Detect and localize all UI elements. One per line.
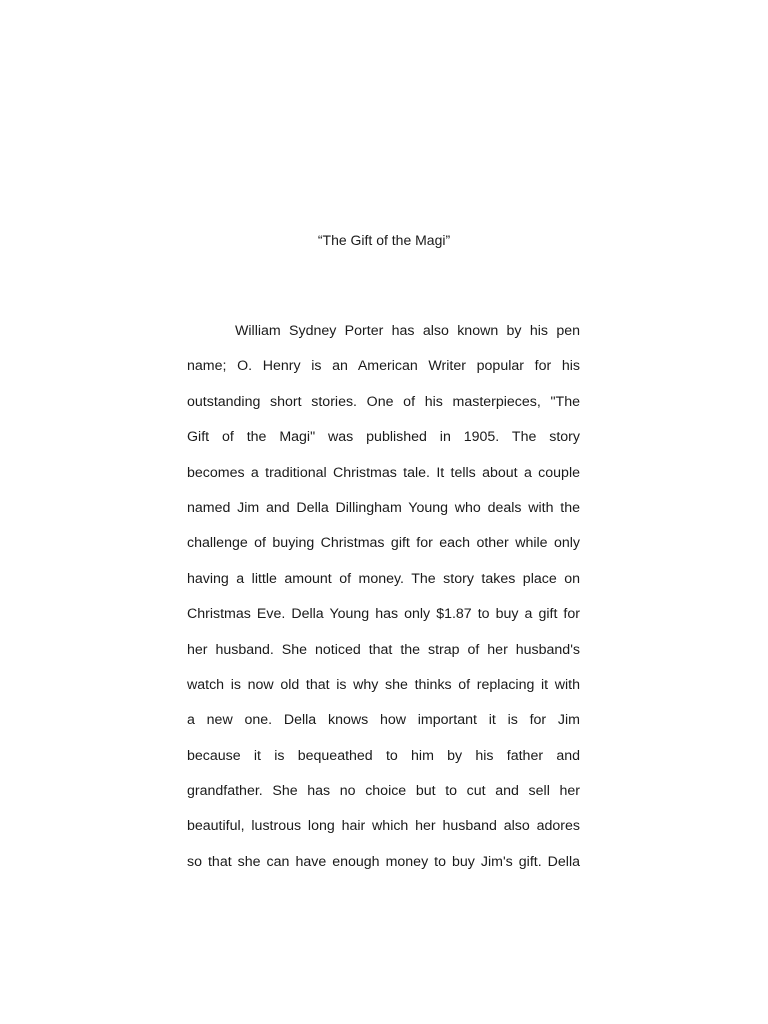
paragraph-line: grandfather. She has no choice but to cut and sell her — [187, 783, 580, 800]
paragraph-line: name; O. Henry is an American Writer popular for his — [187, 358, 580, 375]
paragraph-line: Gift of the Magi" was published in 1905. The story — [187, 429, 580, 446]
document-title: “The Gift of the Magi” — [317, 232, 451, 248]
paragraph-line: a new one. Della knows how important it is for Jim — [187, 712, 580, 729]
paragraph-line: so that she can have enough money to buy Jim's gift. Della — [187, 853, 580, 870]
paragraph-line: watch is now old that is why she thinks of replacing it with — [187, 676, 580, 693]
paragraph-line: beautiful, lustrous long hair which her husband also adores — [187, 818, 580, 835]
paragraph-line: becomes a traditional Christmas tale. It tells about a couple — [187, 464, 580, 481]
paragraph-line: challenge of buying Christmas gift for each other while only — [187, 535, 580, 552]
paragraph-line: William Sydney Porter has also known by his pen — [235, 323, 580, 339]
paragraph-line: outstanding short stories. One of his masterpieces, "The — [187, 393, 580, 410]
paragraph-line: her husband. She noticed that the strap of her husband's — [187, 641, 580, 658]
paragraph-line: having a little amount of money. The story takes place on — [187, 570, 580, 587]
paragraph-line: named Jim and Della Dillingham Young who deals with the — [187, 499, 580, 516]
paragraph-line: because it is bequeathed to him by his father and — [187, 747, 580, 764]
paragraph-line: Christmas Eve. Della Young has only $1.87 to buy a gift for — [187, 606, 580, 623]
body-paragraph — [187, 320, 580, 886]
